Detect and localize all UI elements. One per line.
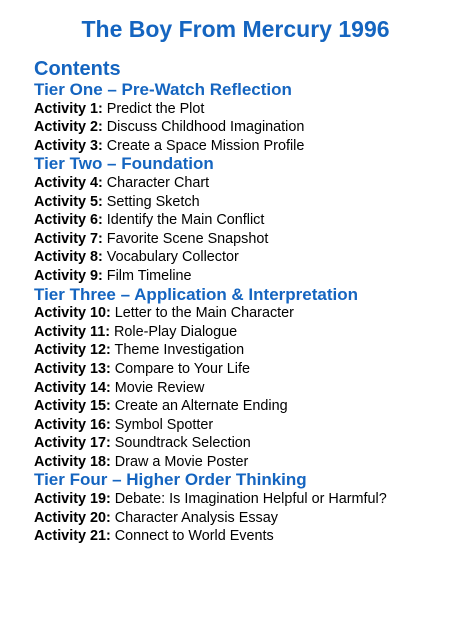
activity-number: Activity 16: [34, 416, 111, 433]
activity-title: Symbol Spotter [114, 416, 214, 433]
table-of-contents [34, 81, 466, 546]
activity-title: Compare to Your Life [114, 360, 250, 377]
activity-number: Activity 19: [34, 491, 111, 508]
activity-number: Activity 10: [34, 305, 111, 322]
activity-title: Letter to the Main Character [114, 305, 294, 322]
activity-title: Favorite Scene Snapshot [106, 230, 269, 247]
activity-number: Activity 6: [34, 212, 103, 229]
activity-title: Movie Review [114, 379, 205, 396]
activity-number: Activity 11: [34, 323, 110, 340]
tier-heading-three: Tier Three – Application & Interpretation [34, 284, 358, 304]
activity-number: Activity 9: [34, 267, 103, 284]
activity-title: Connect to World Events [114, 528, 274, 545]
activity-item-17 [34, 434, 466, 453]
activity-item-20 [34, 509, 466, 528]
activity-number: Activity 4: [34, 174, 103, 191]
activity-title: Debate: Is Imagination Helpful or Harmful? [114, 491, 387, 508]
tier-heading-one: Tier One – Pre-Watch Reflection [34, 80, 292, 99]
activity-item-16 [34, 416, 466, 435]
activity-item-5 [34, 193, 466, 212]
activity-number: Activity 3: [34, 137, 103, 154]
activity-item-19 [34, 490, 466, 509]
activity-number: Activity 7: [34, 230, 103, 247]
activity-item-11 [34, 323, 466, 342]
activity-title: Vocabulary Collector [106, 249, 239, 266]
activity-title: Role-Play Dialogue [114, 323, 238, 340]
activity-item-10 [34, 304, 466, 323]
activity-item-8 [34, 248, 466, 267]
activity-item-21 [34, 527, 466, 546]
activity-title: Character Chart [106, 174, 210, 191]
activity-number: Activity 12: [34, 342, 111, 359]
activity-item-3 [34, 137, 466, 156]
activity-number: Activity 18: [34, 453, 111, 470]
activity-title: Setting Sketch [106, 193, 200, 210]
activity-item-12 [34, 341, 466, 360]
activity-item-15 [34, 397, 466, 416]
activity-item-4 [34, 174, 466, 193]
activity-item-18 [34, 453, 466, 472]
activity-title: Identify the Main Conflict [106, 212, 265, 229]
activity-number: Activity 21: [34, 528, 111, 545]
activity-item-9 [34, 267, 466, 286]
activity-number: Activity 17: [34, 435, 111, 452]
activity-title: Draw a Movie Poster [114, 453, 249, 470]
activity-item-7 [34, 230, 466, 249]
activity-number: Activity 13: [34, 360, 111, 377]
contents-heading: Contents [34, 58, 121, 80]
activity-item-1 [34, 100, 466, 119]
tier-heading-four: Tier Four – Higher Order Thinking [34, 470, 307, 490]
activity-number: Activity 5: [34, 193, 103, 210]
activity-title: Predict the Plot [106, 100, 205, 117]
activity-number: Activity 8: [34, 249, 103, 266]
activity-item-2 [34, 118, 466, 137]
activity-title: Create an Alternate Ending [114, 398, 288, 415]
activity-number: Activity 15: [34, 398, 111, 415]
activity-number: Activity 20: [34, 509, 111, 526]
activity-title: Create a Space Mission Profile [106, 137, 305, 154]
activity-number: Activity 1: [34, 100, 103, 117]
activity-number: Activity 14: [34, 379, 111, 396]
document-title: The Boy From Mercury 1996 [81, 16, 390, 42]
activity-item-13 [34, 360, 466, 379]
activity-item-14 [34, 379, 466, 398]
activity-item-6 [34, 211, 466, 230]
activity-title: Character Analysis Essay [114, 509, 278, 526]
activity-title: Discuss Childhood Imagination [106, 119, 305, 136]
activity-title: Soundtrack Selection [114, 435, 251, 452]
activity-number: Activity 2: [34, 119, 103, 136]
tier-heading-two: Tier Two – Foundation [34, 154, 214, 174]
activity-title: Theme Investigation [114, 342, 245, 359]
activity-title: Film Timeline [106, 267, 192, 284]
